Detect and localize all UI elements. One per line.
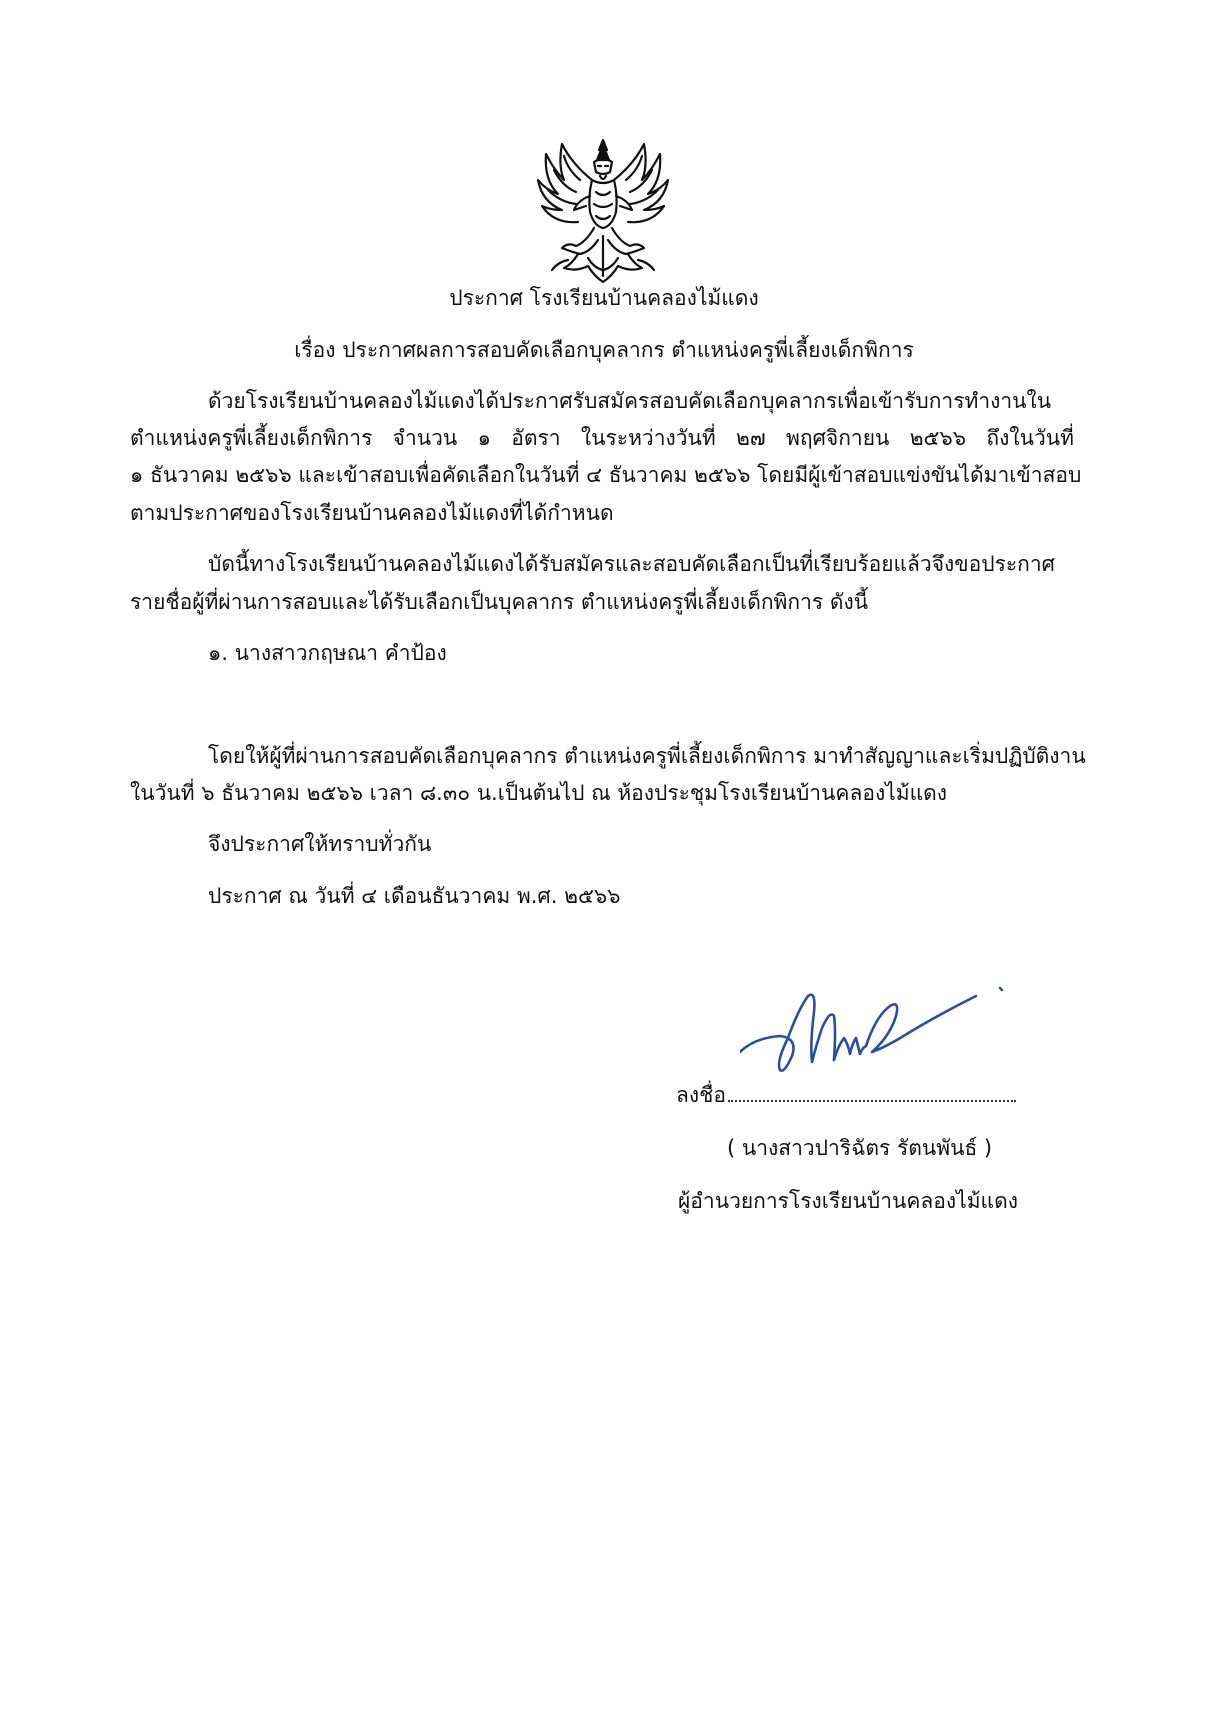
signer-position: ผู้อำนวยการโรงเรียนบ้านคลองไม้แดง <box>678 1189 1018 1213</box>
signer-name: ( นางสาวปาริฉัตร รัตนพันธ์ ) <box>727 1136 993 1160</box>
closing-statement: จึงประกาศให้ทราบทั่วกัน <box>208 832 432 856</box>
signature-label: ลงชื่อ <box>676 1083 726 1107</box>
announcement-subject: เรื่อง ประกาศผลการสอบคัดเลือกบุคลากร ตำแหน่งครูพี่เลี้ยงเด็กพิการ <box>294 338 914 362</box>
paragraph-2-line-1: บัดนี้ทางโรงเรียนบ้านคลองไม้แดงได้รับสมัครและสอบคัดเลือกเป็นที่เรียบร้อยแล้วจึงขอประกาศ <box>208 552 1055 576</box>
paragraph-1-line-1: ด้วยโรงเรียนบ้านคลองไม้แดงได้ประกาศรับสมัครสอบคัดเลือกบุคลากรเพื่อเข้ารับการทำงานใน <box>208 389 1052 413</box>
garuda-emblem-icon <box>528 136 678 288</box>
paragraph-1-line-2: ตำแหน่งครูพี่เลี้ยงเด็กพิการ จำนวน ๑ อัตรา ในระหว่างวันที่ ๒๗ พฤศจิกายน ๒๕๖๖ ถึงในวันที่ <box>130 426 1074 450</box>
signature-dotted-line <box>728 1080 1016 1102</box>
paragraph-3-line-1: โดยให้ผู้ที่ผ่านการสอบคัดเลือกบุคลากร ตำแหน่งครูพี่เลี้ยงเด็กพิการ มาทำสัญญาและเริ่มปฏิบัติงาน <box>208 744 1086 768</box>
paragraph-1-line-3: ๑ ธันวาคม ๒๕๖๖ และเข้าสอบเพื่อคัดเลือกในวันที่ ๔ ธันวาคม ๒๕๖๖ โดยมีผู้เข้าสอบแข่งขันได้มาเข้าสอบ <box>130 463 1082 487</box>
paragraph-1-line-4: ตามประกาศของโรงเรียนบ้านคลองไม้แดงที่ได้กำหนด <box>130 501 614 525</box>
selected-person: ๑. นางสาวกฤษณา คำป้อง <box>208 641 447 665</box>
paragraph-2-line-2: รายชื่อผู้ที่ผ่านการสอบและได้รับเลือกเป็นบุคลากร ตำแหน่งครูพี่เลี้ยงเด็กพิการ ดังนี้ <box>130 590 869 614</box>
announcement-title: ประกาศ โรงเรียนบ้านคลองไม้แดง <box>449 286 759 310</box>
signature-line <box>676 1080 1016 1110</box>
handwritten-signature <box>740 986 1010 1086</box>
paragraph-3-line-2: ในวันที่ ๖ ธันวาคม ๒๕๖๖ เวลา ๘.๓๐ น.เป็นต้นไป ณ ห้องประชุมโรงเรียนบ้านคลองไม้แดง <box>130 781 948 805</box>
announcement-date: ประกาศ ณ วันที่ ๔ เดือนธันวาคม พ.ศ. ๒๕๖๖ <box>208 884 621 908</box>
